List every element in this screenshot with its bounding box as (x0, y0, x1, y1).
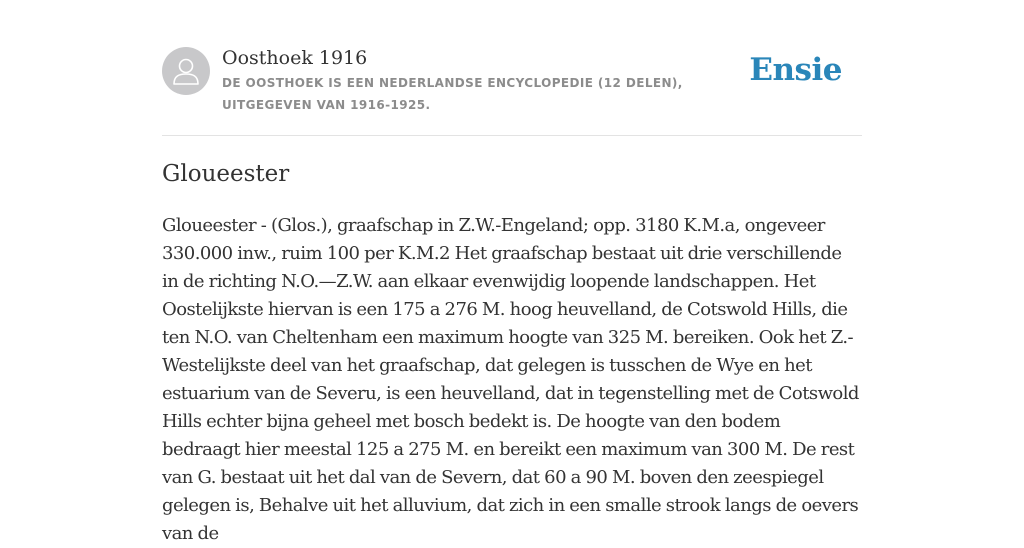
user-icon-graphic (162, 47, 210, 95)
user-icon (162, 47, 210, 95)
source-header (162, 44, 862, 136)
article-title: Gloueester (162, 161, 290, 187)
header-divider (162, 135, 862, 136)
article-body: Gloueester - (Glos.), graafschap in Z.W.-Engeland; opp. 3180 K.M.a, ongeveer 330.000 inw., ruim 100 per K.M.2 Het graafschap bestaat uit drie verschillende in de richting N.O.—Z.W. aan elkaar evenwijdig loopende landschappen. Het Oostelijkste hiervan is een 175 a 276 M. hoog heuvelland, de Cotswold Hills, die ten N.O. van Cheltenham een maximum hoogte van 325 M. bereiken. Ook het Z.-Westelijkste deel van het graafschap, dat gelegen is tusschen de Wye en het estuarium van de Severu, is een heuvelland, dat in tegenstelling met de Cotswold Hills echter bijna geheel met bosch bedekt is. De hoogte van den bodem bedraagt hier meestal 125 a 275 M. en bereikt een maximum van 300 M. De rest van G. bestaat uit het dal van de Severn, dat 60 a 90 M. boven den zeespiegel gelegen is, Behalve uit het alluvium, dat zich in een smalle strook langs de oevers van de (162, 215, 859, 544)
ensie-logo[interactable]: Ensie (749, 52, 842, 88)
source-description: DE OOSTHOEK IS EEN NEDERLANDSE ENCYCLOPEDIE (12 DELEN), UITGEGEVEN VAN 1916-1925. (222, 76, 683, 112)
source-title[interactable]: Oosthoek 1916 (222, 47, 368, 69)
